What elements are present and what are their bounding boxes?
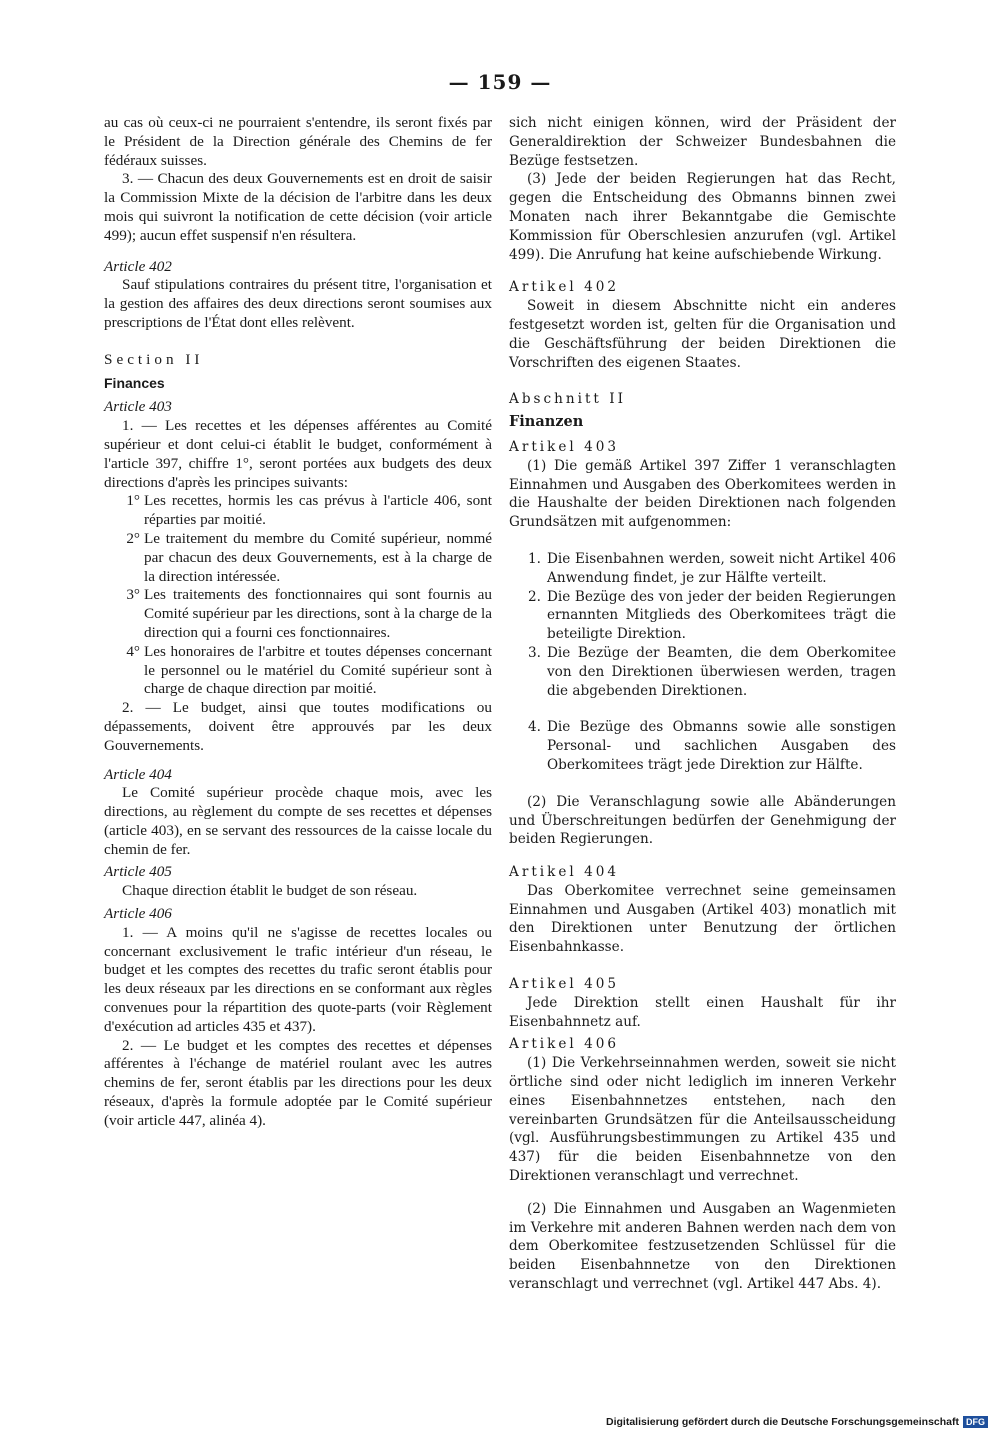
section-heading: Abschnitt II [509,391,626,408]
list-item: 3° Les traitements des fonctionnaires qui sont fournis au Comité supérieur par les directions, sont à la charge de la direction qui a fourni ces fonctionnaires. [126,586,492,641]
list-item: 3. Die Bezüge der Beamten, die dem Oberkomitee von den Direktionen überwiesen werden, tragen die abgebenden Direktionen. [528,644,896,699]
paragraph: 2. — Le budget, ainsi que toutes modifications ou dépassements, doivent être approuvés par les deux Gouvernements. [104,699,492,754]
paragraph: (2) Die Einnahmen und Ausgaben an Wagenmieten im Verkehre mit anderen Bahnen werden nach dem von dem Oberkomitee festzusetzenden Schlüssel für die beiden Eisenbahnnetze von den Direktionen veranschlagt und verrechnet (vgl. Artikel 447 Abs. 4). [509,1200,896,1293]
paragraph: 1. — Les recettes et les dépenses afférentes au Comité supérieur et dont celui-ci établit le budget, conformément à l'article 397, chiffre 1°, seront portées aux budgets des deux directions d'après les principes suivants: [104,417,492,491]
article-heading: Artikel 406 [509,1036,620,1053]
paragraph: au cas où ceux-ci ne pourraient s'entendre, ils seront fixés par le Président de la Direction générale des Chemins de fer fédéraux suisses. [104,114,492,169]
list-item: 1. Die Eisenbahnen werden, soweit nicht Artikel 406 Anwendung findet, je zur Hälfte verteilt. [528,550,896,586]
paragraph: Chaque direction établit le budget de son réseau. [122,882,418,900]
paragraph: Das Oberkomitee verrechnet seine gemeinsamen Einnahmen und Ausgaben (Artikel 403) monatlich mit den Direktionen unter Benutzung der örtlichen Eisenbahnkasse. [509,882,896,956]
article-heading: Artikel 402 [509,279,620,296]
section-heading: Section II [104,350,204,368]
article-heading: Artikel 403 [509,438,620,455]
paragraph: 1. — A moins qu'il ne s'agisse de recettes locales ou concernant exclusivement le trafic intérieur d'un réseau, le budget et les comptes des recettes du trafic seront établis pour les deux réseaux par les directions en se conformant aux règles convenues pour la répartition des quote-parts (voir Règlement d'exécution ad articles 435 et 437). [104,923,492,1035]
list-item: 2. Die Bezüge des von jeder der beiden Regierungen ernannten Mitglieds des Oberkomitees trägt die beteiligte Direktion. [528,588,896,643]
paragraph: Sauf stipulations contraires du présent titre, l'organisation et la gestion des affaires des deux directions seront soumises aux prescriptions de l'État dont elles relèvent. [104,276,492,331]
footer-text: Digitalisierung gefördert durch die Deutsche Forschungsgemeinschaft [606,1416,959,1428]
list-item: 2° Le traitement du membre du Comité supérieur, nommé par chacun des deux Gouvernements, est à la charge de la direction intéressée. [126,529,492,585]
paragraph: Soweit in diesem Abschnitte nicht ein anderes festgesetzt worden ist, gelten für die Organisation und die Geschäftsführung der beiden Direktionen die Vorschriften des eigenen Staates. [509,298,896,371]
german-column [509,114,896,1294]
paragraph: sich nicht einigen können, wird der Präsident der Generaldirektion der Schweizer Bundesbahnen die Bezüge festsetzen. [509,115,896,169]
paragraph: 2. — Le budget et les comptes des recettes et dépenses afférentes à l'échange de matériel roulant avec les autres chemins de fer, seront établis par les directions pour les deux réseaux, d'après la formule adoptée par le Comité supérieur (voir article 447, alinéa 4). [104,1036,492,1129]
french-column [104,114,492,1131]
paragraph: (3) Jede der beiden Regierungen hat das Recht, gegen die Entscheidung des Obmanns binnen zwei Monaten nach ihrer Bekanntgabe die Gemischte Kommission für Oberschlesien anzurufen (vgl. Artikel 499). Die Anrufung hat keine aufschiebende Wirkung. [509,171,896,263]
article-heading: Artikel 404 [509,864,620,881]
paragraph: (1) Die Verkehrseinnahmen werden, soweit sie nicht örtliche sind oder nicht lediglich im inneren Verkehr eines Eisenbahnnetzes entstehen, nach den vereinbarten Grundsätzen für die Anteilsausscheidung (vgl. Ausführungsbestimmungen zu Artikel 435 und 437) für die beiden Eisenbahnnetze von den Direktionen veranschlagt und verrechnet. [509,1055,896,1185]
article-heading: Article 406 [104,905,172,923]
article-heading: Article 404 [104,765,172,783]
article-heading: Artikel 405 [509,976,620,993]
paragraph: Jede Direktion stellt einen Haushalt für ihr Eisenbahnnetz auf. [509,994,896,1030]
paragraph: Le Comité supérieur procède chaque mois, avec les directions, au règlement du compte de ses recettes et dépenses (article 403), en se servant des ressources de la caisse locale du chemin de fer. [104,784,492,858]
footer [606,1416,988,1428]
page-number: — 159 — [448,70,552,94]
article-heading: Article 403 [104,398,172,416]
list-item: 4° Les honoraires de l'arbitre et toutes dépenses concernant le personnel ou le matériel du Comité supérieur sont à charge de chaque direction par moitié. [126,642,492,698]
paragraph: (1) Die gemäß Artikel 397 Ziffer 1 veranschlagten Einnahmen und Ausgaben des Oberkomitees werden in die Haushalte der beiden Direktionen nach folgenden Grundsätzen mit aufgenommen: [509,457,896,531]
section-title: Finances [104,374,165,391]
article-heading: Article 402 [104,257,172,275]
list-item: 4. Die Bezüge des Obmanns sowie alle sonstigen Personal- und sachlichen Ausgaben des Oberkomitees trägt jede Direktion zur Hälfte. [528,719,896,773]
list-item: 1° Les recettes, hormis les cas prévus à l'article 406, sont réparties par moitié. [126,492,492,529]
dfg-logo: DFG [963,1416,988,1428]
section-title: Finanzen [509,413,584,431]
paragraph: 3. — Chacun des deux Gouvernements est en droit de saisir la Commission Mixte de la décision de l'arbitre dans les deux mois qui suivront la notification de cette décision (voir article 499); aucun effet suspensif n'en résultera. [104,170,492,244]
article-heading: Article 405 [104,863,172,881]
paragraph: (2) Die Veranschlagung sowie alle Abänderungen und Überschreitungen bedürfen der Genehmigung der beiden Regierungen. [509,793,896,848]
